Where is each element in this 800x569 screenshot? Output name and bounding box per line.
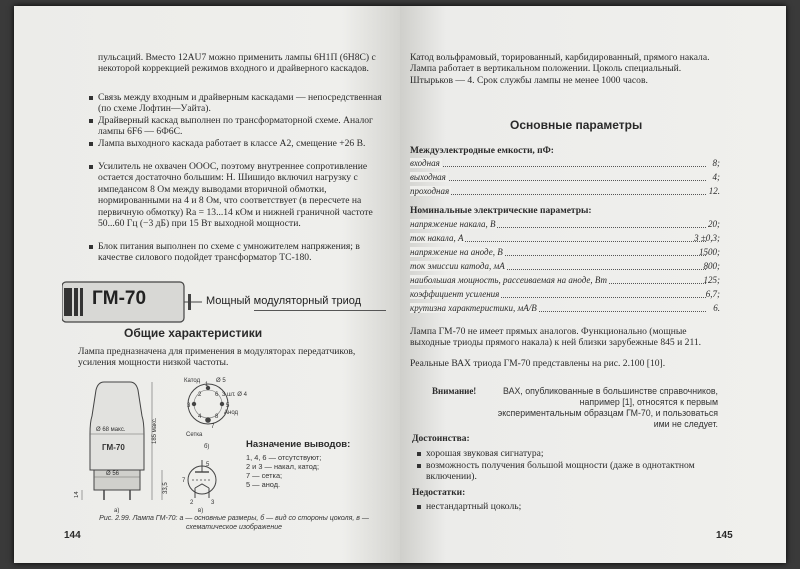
general-text: Лампа предназначена для применения в модуляторах передатчиков, усиления мощности низкой частоты. bbox=[78, 346, 356, 369]
param-row bbox=[410, 158, 720, 169]
pros-heading: Достоинства: bbox=[412, 434, 470, 444]
param-row bbox=[410, 303, 720, 314]
param-label: крутизна характеристики, мА/В bbox=[410, 303, 537, 313]
param-row bbox=[410, 219, 720, 230]
param-row bbox=[410, 289, 720, 300]
pin-number: 3 bbox=[187, 403, 191, 409]
param-label: ток накала, А bbox=[410, 233, 464, 243]
dim-base-h: 33,5 bbox=[163, 482, 169, 494]
param-label: ток эмиссии катода, мА bbox=[410, 261, 505, 271]
cons-item: нестандартный цоколь; bbox=[426, 501, 716, 512]
sub-a: а) bbox=[114, 508, 120, 514]
param-value: 3 ±0,3; bbox=[694, 233, 720, 243]
param-value: 4; bbox=[712, 172, 720, 182]
base-view-drawing bbox=[182, 374, 252, 454]
param-value: 1500; bbox=[699, 247, 720, 257]
left-page bbox=[14, 6, 400, 563]
param-row bbox=[410, 275, 720, 286]
param-label: напряжение на аноде, В bbox=[410, 247, 503, 257]
param-value: 20; bbox=[708, 219, 720, 229]
pin-number: 8 bbox=[215, 414, 219, 420]
capacitance-heading: Междуэлектродные емкости, пФ: bbox=[410, 146, 554, 156]
pinout-line: 7 — сетка; bbox=[246, 471, 283, 480]
param-label: выходная bbox=[410, 172, 446, 182]
triode-symbol bbox=[182, 458, 232, 514]
tube-dimension-drawing bbox=[74, 374, 174, 514]
pin-number: 4 bbox=[198, 414, 202, 420]
pin-number: 1 bbox=[205, 382, 209, 388]
param-value: 6. bbox=[713, 303, 720, 313]
param-label: коэффициент усиления bbox=[410, 289, 500, 299]
dim-pin: 14 bbox=[74, 491, 80, 498]
pin-number: 7 bbox=[182, 478, 186, 484]
pinout-list bbox=[246, 453, 321, 489]
pin-number: 2 bbox=[190, 500, 194, 506]
right-intro-text: Катод вольфрамовый, торированный, карбидированный, прямого накала. Лампа работает в вертикальном положении. Цоколь специальный. Штырьков — 4. Срок службы лампы не менее 1000 часов. bbox=[410, 52, 710, 86]
param-row bbox=[410, 172, 720, 183]
page-number-right: 145 bbox=[716, 530, 733, 541]
general-heading: Общие характеристики bbox=[124, 326, 263, 340]
sub-c: в) bbox=[198, 508, 204, 514]
dim-height: 185 макс. bbox=[152, 417, 158, 444]
page-number-left: 144 bbox=[64, 530, 81, 541]
pinout-line: 1, 4, 6 — отсутствуют; bbox=[246, 453, 322, 462]
params-heading: Основные параметры bbox=[510, 118, 643, 132]
electrical-heading: Номинальные электрические параметры: bbox=[410, 206, 592, 216]
param-row bbox=[410, 186, 720, 197]
param-row bbox=[410, 247, 720, 258]
pin-number: 2 bbox=[198, 392, 202, 398]
param-value: 800; bbox=[703, 261, 720, 271]
param-label: напряжение накала, В bbox=[410, 219, 496, 229]
param-value: 125; bbox=[703, 275, 720, 285]
param-value: 6,7; bbox=[705, 289, 720, 299]
param-row bbox=[410, 261, 720, 272]
pin-number: 3 bbox=[211, 500, 215, 506]
bullet-item: Усилитель не охвачен ОООС, поэтому внутреннее сопротивление остается достаточно большим: Н. Шишидо включил нагрузку с импедансом 8 Ом между выводами вторичной обмотки, нормированными на 4 и 8 Ом, что соответствует (в пересчете на первичную обмотку) Ra = 13...14 кОм и нижней граничной частоте 50...60 Гц (−3 дБ) при 15 Вт выходной мощности. bbox=[98, 161, 388, 229]
vax-text: Реальные ВАХ триода ГМ-70 представлены на рис. 2.100 [10]. bbox=[410, 358, 666, 369]
open-book bbox=[14, 6, 786, 563]
pros-item: хорошая звуковая сигнатура; bbox=[426, 448, 716, 459]
cons-heading: Недостатки: bbox=[412, 488, 466, 498]
tube-badge: ГМ-70 bbox=[92, 288, 147, 309]
dim-pin-d: Ø 5 bbox=[216, 378, 226, 384]
label-anode: Анод bbox=[224, 410, 239, 416]
param-label: проходная bbox=[410, 186, 450, 196]
param-value: 12. bbox=[708, 186, 720, 196]
bullet-item: Связь между входным и драйверным каскадами — непосредственная (по схеме Лофтин—Уайта). bbox=[98, 92, 388, 115]
right-page bbox=[400, 6, 786, 563]
pinout-heading: Назначение выводов: bbox=[246, 439, 351, 450]
analog-text: Лампа ГМ-70 не имеет прямых аналогов. Функционально (мощные выходные триоды прямого накала) к ней близки зарубежные 845 и 211. bbox=[410, 326, 702, 349]
subtitle-rule bbox=[254, 310, 386, 311]
tube-figure-label: ГМ-70 bbox=[102, 443, 125, 452]
pinout-line: 2 и 3 — накал, катод; bbox=[246, 462, 320, 471]
bullet-item: Лампа выходного каскада работает в классе А2, смещение +26 В. bbox=[98, 138, 388, 149]
bullet-item: Блок питания выполнен по схеме с умножителем напряжения; в качестве силового подойдет трансформатор ТС-180. bbox=[98, 241, 388, 264]
label-cathode: Катод bbox=[184, 378, 201, 384]
attention-text: ВАХ, опубликованные в большинстве справочников, например [1], относятся к первым экспериментальным образцам ГМ-70, и пользоваться ими не следует. bbox=[497, 386, 718, 429]
pin-number: 6 bbox=[215, 392, 219, 398]
param-row bbox=[410, 233, 720, 244]
param-label: наибольшая мощность, рассеиваемая на аноде, Вт bbox=[410, 275, 607, 285]
param-value: 8; bbox=[712, 158, 720, 168]
pin-number: 5 bbox=[226, 403, 230, 409]
label-grid: Сетка bbox=[186, 432, 203, 438]
pinout-line: 5 — анод. bbox=[246, 480, 281, 489]
dim-base: Ø 56 bbox=[106, 471, 120, 477]
pin-number: 7 bbox=[211, 424, 215, 430]
left-intro-text: пульсаций. Вместо 12AU7 можно применить лампы 6Н1П (6Н8С) с некоторой коррекцией режимов входного и драйверного каскадов. bbox=[98, 52, 376, 75]
bullet-item: Драйверный каскад выполнен по трансформаторной схеме. Аналог лампы 6F6 — 6Ф6С. bbox=[98, 115, 388, 138]
sub-b: б) bbox=[204, 444, 210, 450]
tube-subtitle: Мощный модуляторный триод bbox=[206, 295, 362, 307]
pros-item: возможность получения большой мощности (даже в однотактном включении). bbox=[426, 460, 716, 483]
dim-cap: 3 шт. Ø 4 bbox=[222, 392, 247, 398]
attention-label: Внимание! bbox=[432, 386, 477, 396]
dim-bulb: Ø 68 макс. bbox=[96, 427, 126, 433]
param-label: входная bbox=[410, 158, 440, 168]
pin-number: 5 bbox=[206, 462, 210, 468]
figure-caption: Рис. 2.99. Лампа ГМ-70: а — основные размеры, б — вид со стороны цоколя, в — схематическое изображение bbox=[99, 515, 369, 531]
